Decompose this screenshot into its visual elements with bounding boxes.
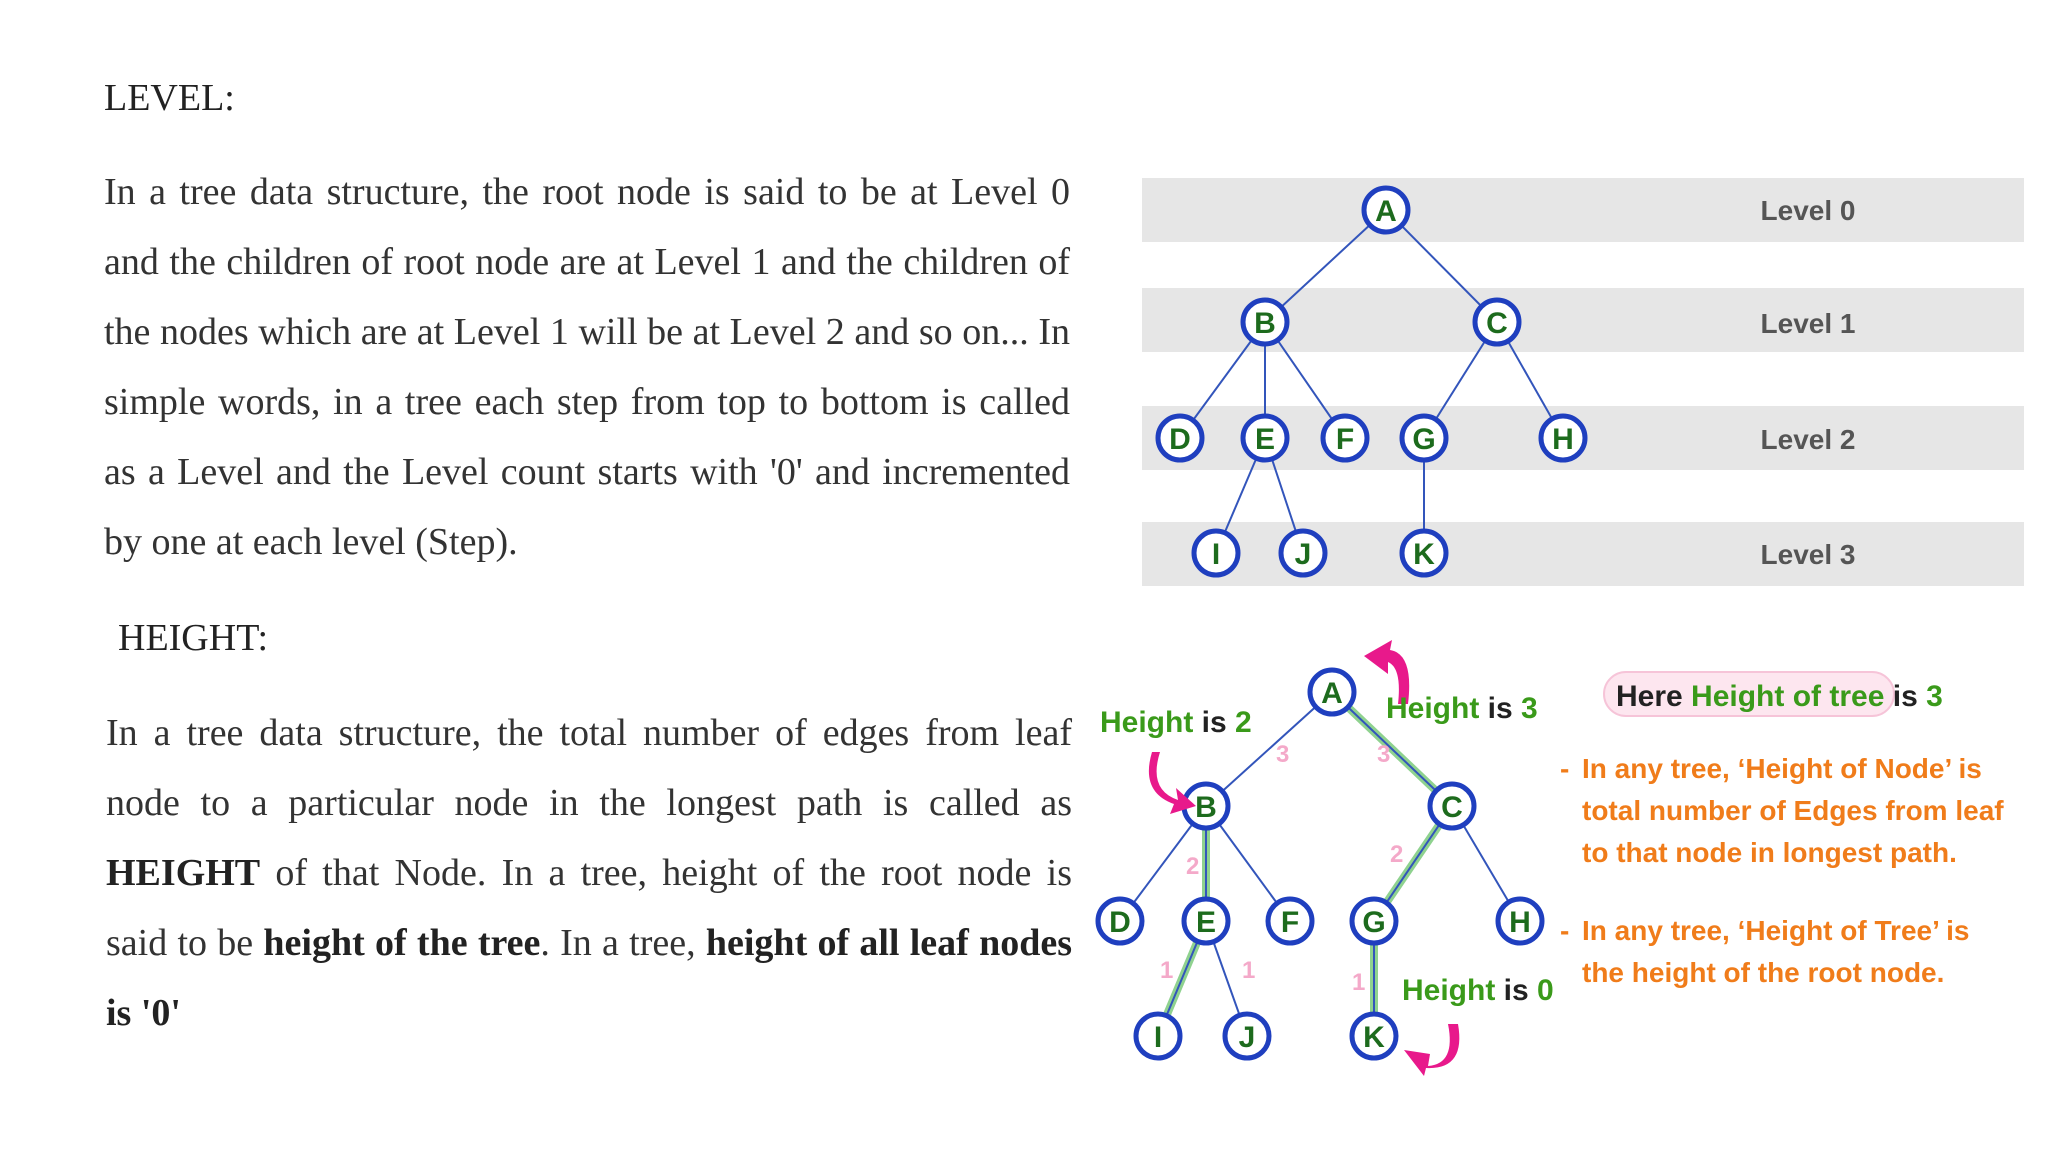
height-node-d [1098,899,1142,943]
svg-text:B: B [1195,791,1217,824]
callout-height-k: Height is 0 [1402,974,1554,1007]
svg-text:2: 2 [1390,841,1404,868]
svg-text:1: 1 [1160,957,1174,984]
svg-text:B: B [1254,307,1276,340]
svg-text:F: F [1280,906,1300,939]
svg-text:D: D [1109,906,1131,939]
height-bold-3: height of all leaf nodes is '0' [106,922,1072,1034]
svg-text:K: K [1363,1021,1385,1054]
svg-text:J: J [1238,1021,1256,1054]
svg-text:2: 2 [1186,853,1200,880]
svg-text:1: 1 [1242,957,1256,984]
svg-text:E: E [1254,423,1276,456]
svg-text:H: H [1552,423,1574,456]
height-node-k [1352,1014,1396,1058]
height-node-i [1136,1014,1180,1058]
height-bold-2: height of the tree [263,922,541,964]
height-node-h [1498,899,1542,943]
height-heading: HEIGHT: [118,617,269,659]
level-band-label-2: Level 2 [1760,424,1856,455]
height-edge-weights [1160,741,1403,996]
height-bullets [1560,753,2004,988]
level-band-label-1: Level 1 [1760,308,1856,339]
svg-text:3: 3 [1377,741,1391,768]
bullet-1-line-3: to that node in longest path. [1582,837,1957,868]
height-node-c [1430,784,1474,828]
svg-text:G: G [1362,906,1386,939]
svg-text:C: C [1486,307,1508,340]
svg-text:C: C [1441,791,1463,824]
height-node-f [1268,899,1312,943]
svg-text:I: I [1211,538,1221,571]
height-text-2: of that Node. In a tree, height of the root node is said to be [106,852,1072,964]
svg-text:E: E [1195,906,1217,939]
level-heading: LEVEL: [104,77,235,119]
level-band-label-3: Level 3 [1760,539,1856,570]
height-node-e [1184,899,1228,943]
arrow-to-k-icon [1404,1024,1459,1076]
bullet-1-line-2: total number of Edges from leaf [1582,795,2004,826]
height-text-3: . In a tree, [540,922,706,964]
bullet-1-dash: - [1560,753,1570,784]
svg-text:F: F [1335,423,1355,456]
svg-text:J: J [1294,538,1312,571]
bullet-2-line-1: In any tree, ‘Height of Tree’ is [1582,915,1970,946]
svg-text:I: I [1153,1021,1163,1054]
svg-text:G: G [1412,423,1436,456]
svg-text:K: K [1413,538,1435,571]
summary-text: Here Height of tree is 3 [1616,680,1943,713]
level-band-label-0: Level 0 [1760,195,1856,226]
svg-text:H: H [1509,906,1531,939]
bullet-2-dash: - [1560,915,1570,946]
bullet-2-line-2: the height of the root node. [1582,957,1945,988]
svg-text:A: A [1375,195,1397,228]
callout-height-a: Height is 3 [1386,692,1538,725]
height-node-a [1310,670,1354,714]
callout-height-b: Height is 2 [1100,706,1252,739]
arrow-to-b-icon [1149,752,1196,814]
level-paragraph: In a tree data structure, the root node is said to be at Level 0 and the children of root node are at Level 1 and the children of the nodes which are at Level 1 will be at Level 2 and so on... In simple words, in a tree each step from top to bottom is called as a Level and the Level count starts with '0' and incremented by one at each level (Step). [104,171,1070,563]
height-node-j [1225,1014,1269,1058]
height-bold-1: HEIGHT [106,852,261,894]
svg-text:1: 1 [1352,969,1366,996]
bullet-1-line-1: In any tree, ‘Height of Node’ is [1582,753,1982,784]
svg-text:D: D [1169,423,1191,456]
svg-text:3: 3 [1276,741,1290,768]
svg-text:A: A [1321,677,1343,710]
height-node-g [1352,899,1396,943]
height-text-1: In a tree data structure, the total number of edges from leaf node to a particular node in the longest path is called as [106,712,1072,824]
